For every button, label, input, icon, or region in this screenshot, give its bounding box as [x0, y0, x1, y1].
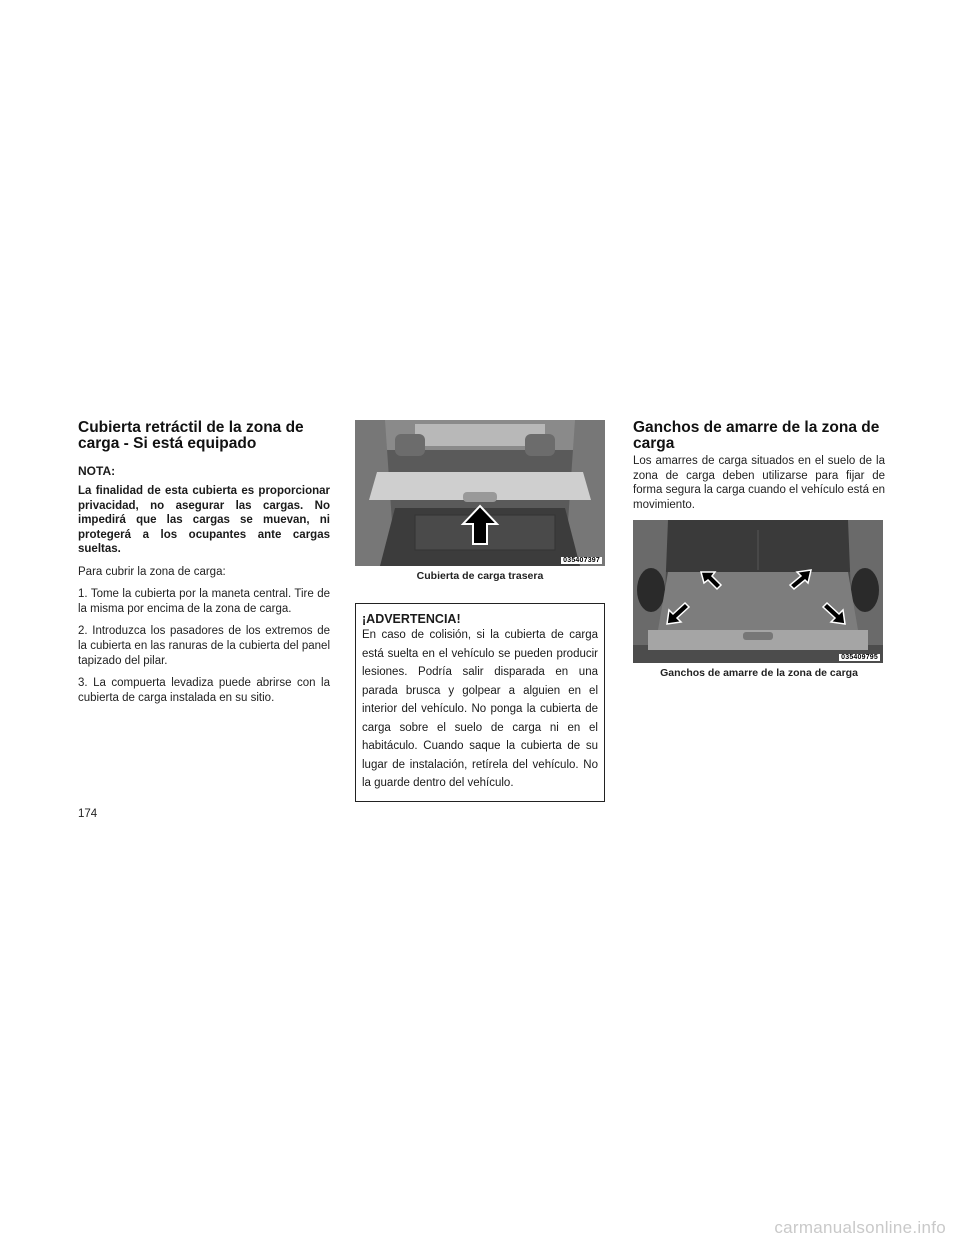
note-label: NOTA: [78, 464, 116, 478]
step-3: 3. La compuerta levadiza puede abrirse con la cubierta de carga instalada en su sitio. [78, 676, 330, 704]
step-1: 1. Tome la cubierta por la maneta central. Tire de la misma por encima de la zona de carga. [78, 587, 330, 615]
intro-text: Para cubrir la zona de carga: [78, 565, 226, 578]
figure-caption: Cubierta de carga trasera [416, 570, 544, 582]
tie-downs-photo [633, 520, 883, 663]
figure-code: 035409795 [841, 654, 878, 661]
left-column [78, 420, 330, 713]
watermark: carmanualsonline.info [774, 1218, 946, 1237]
warning-box [355, 603, 605, 802]
note-text: La finalidad de esta cubierta es proporcionar privacidad, no asegurar las cargas. No impedirá que las cargas se muevan, ni protegerá a los ocupantes ante cargas sueltas. [78, 485, 330, 555]
section-title-cargo-cover: Cubierta retráctil de la zona de carga - Si está equipado [78, 419, 304, 452]
figure-code: 035407397 [563, 557, 600, 564]
warning-text: En caso de colisión, si la cubierta de carga está suelta en el vehículo se pueden producir lesiones. Podría salir disparada en una parada brusca y golpear a alguien en el interior del vehículo. No ponga la cubierta de carga sobre el suelo de carga ni en el habitáculo. Cuando saque la cubierta de su lugar de instalación, retírela del vehículo. No la guarde dentro del vehículo. [362, 629, 598, 789]
middle-column [355, 420, 605, 802]
figure-caption: Ganchos de amarre de la zona de carga [660, 667, 858, 679]
page-number: 174 [78, 808, 98, 820]
warning-title: ¡ADVERTENCIA! [362, 612, 461, 626]
step-2: 2. Introduzca los pasadores de los extremos de la cubierta en las ranuras de la cubierta del panel tapizado del pilar. [78, 624, 330, 667]
cargo-cover-photo [355, 420, 605, 566]
tie-downs-text: Los amarres de carga situados en el suelo de la zona de carga deben utilizarse para fijar de forma segura la carga cuando el vehículo está en movimiento. [633, 455, 885, 511]
section-title-tie-downs: Ganchos de amarre de la zona de carga [633, 419, 880, 452]
right-column [633, 420, 885, 679]
